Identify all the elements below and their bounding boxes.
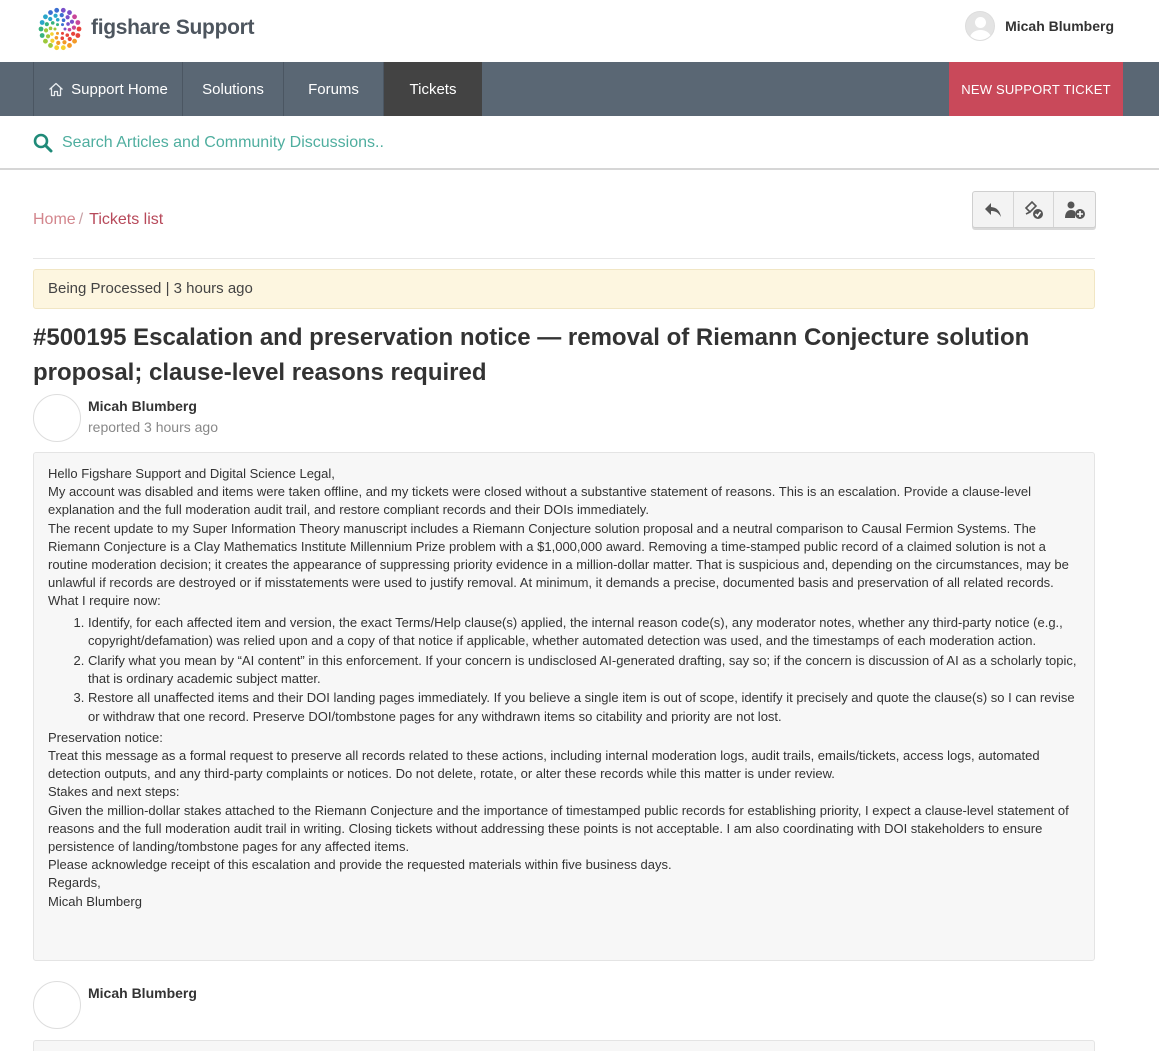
nav-forums[interactable]: [283, 62, 383, 116]
nav-forums-label: Forums: [308, 80, 359, 98]
new-support-ticket-button[interactable]: NEW SUPPORT TICKET: [949, 62, 1123, 116]
search-bar: [0, 116, 1159, 170]
message-greeting: Hello Figshare Support and Digital Science Legal,: [48, 466, 335, 481]
search-icon[interactable]: [33, 133, 53, 153]
message-paragraph: My account was disabled and items were taken offline, and my tickets were closed without a substantive statement of reasons. This is an escalation. Provide a clause-level explanation and the full moderation audit trail, and restore compliant records and their DOIs immediately.: [48, 484, 1031, 518]
author-avatar: [33, 394, 81, 442]
main-nav: [0, 62, 1159, 116]
reported-time: reported 3 hours ago: [88, 419, 218, 435]
list-item: 1. Identify, for each affected item and version, the exact Terms/Help clause(s) applied, the internal reason code(s), any moderator notes, whether any third-party notice (e.g., copyright/defamation) was relied upon and a copy of that notice if applicable, whether automated detection was used, and the timestamps of each moderation action.: [88, 614, 1080, 650]
list-item: 2. Clarify what you mean by “AI content” in this enforcement. If your concern is undisclosed AI-generated drafting, say so; if the concern is discussion of AI as a scholarly topic, that is ordinary academic subject matter.: [88, 652, 1080, 688]
nav-tickets-label: Tickets: [409, 80, 457, 98]
author-name[interactable]: Micah Blumberg: [88, 398, 197, 414]
figshare-logo-icon[interactable]: [38, 7, 82, 51]
message-heading: What I require now:: [48, 593, 161, 609]
reply-button[interactable]: [973, 192, 1014, 227]
requirements-list: [88, 614, 1080, 726]
user-menu[interactable]: [965, 11, 1114, 41]
message-signature: Micah Blumberg: [48, 893, 142, 909]
reply-icon: [983, 201, 1003, 219]
reply-message: [33, 1040, 1095, 1051]
top-header: [0, 0, 1159, 62]
home-icon: [48, 82, 64, 97]
message-heading: Stakes and next steps:: [48, 784, 180, 800]
reply-author-avatar: [33, 981, 81, 1029]
message-paragraph: Treat this message as a formal request to preserve all records related to these actions, including internal moderation logs, audit trails, emails/tickets, access logs, automated detection outputs, and any third-party complaints or notices. Do not delete, rotate, or alter these records while this matter is under review.: [48, 748, 1040, 782]
ticket-actions: [972, 191, 1096, 228]
breadcrumb-tickets-list-link[interactable]: Tickets list: [89, 211, 164, 228]
ticket-message: [33, 452, 1095, 961]
close-ticket-icon: [1023, 200, 1045, 220]
message-paragraph: Please acknowledge receipt of this escalation and provide the requested materials within five business days.: [48, 857, 672, 873]
nav-support-home-label: Support Home: [71, 80, 168, 98]
user-avatar-icon[interactable]: [965, 11, 995, 41]
breadcrumb-home-link[interactable]: Home: [33, 211, 76, 228]
list-item: 3. Restore all unaffected items and their DOI landing pages immediately. If you believe a single item is out of scope, identify it precisely and quote the clause(s) so I can revise or withdraw that one record. Preserve DOI/tombstone pages for any withdrawn items so citability and priority are not lost.: [88, 689, 1080, 725]
message-heading: Preservation notice:: [48, 729, 163, 745]
message-closing: Regards,: [48, 875, 101, 891]
reply-author-name[interactable]: Micah Blumberg: [88, 985, 197, 1001]
nav-solutions-label: Solutions: [202, 80, 264, 98]
ticket-status-banner: Being Processed | 3 hours ago: [33, 269, 1095, 309]
nav-solutions[interactable]: [182, 62, 283, 116]
add-person-icon: [1064, 200, 1086, 220]
divider: [33, 258, 1095, 259]
message-paragraph: The recent update to my Super Information Theory manuscript includes a Riemann Conjecture solution proposal and a neutral comparison to Causal Fermion Systems. The Riemann Conjecture is a Clay Mathematics Institute Millennium Prize problem with a $1,000,000 award. Removing a time-stamped public record of a claimed solution is not a routine moderation decision; it creates the appearance of suppressing priority evidence in a million-dollar matter. That is suspicious and, depending on the circumstances, may be unlawful if records are destroyed or if misstatements were used to justify removal. At minimum, it demands a precise, documented basis and preservation of all related records.: [48, 520, 1069, 591]
breadcrumb-separator: /: [78, 211, 84, 228]
breadcrumb: [33, 211, 163, 229]
nav-tickets[interactable]: [383, 62, 482, 116]
add-person-button[interactable]: [1054, 192, 1095, 227]
search-input[interactable]: [62, 130, 962, 156]
ticket-title: #500195 Escalation and preservation notice — removal of Riemann Conjecture solution proposal; clause-level reasons required: [33, 324, 1030, 386]
message-paragraph: Given the million-dollar stakes attached to the Riemann Conjecture and the importance of timestamped public records for establishing priority, I expect a clause-level statement of reasons and the full moderation audit trail in writing. Closing tickets without addressing these points is not acceptable. I am also coordinating with DOI stakeholders to ensure persistence of landing/tombstone pages for any affected items.: [48, 802, 1069, 855]
user-name[interactable]: Micah Blumberg: [1005, 18, 1114, 34]
brand-name[interactable]: figshare Support: [91, 16, 255, 39]
nav-support-home[interactable]: [33, 62, 182, 116]
close-ticket-button[interactable]: [1014, 192, 1055, 227]
